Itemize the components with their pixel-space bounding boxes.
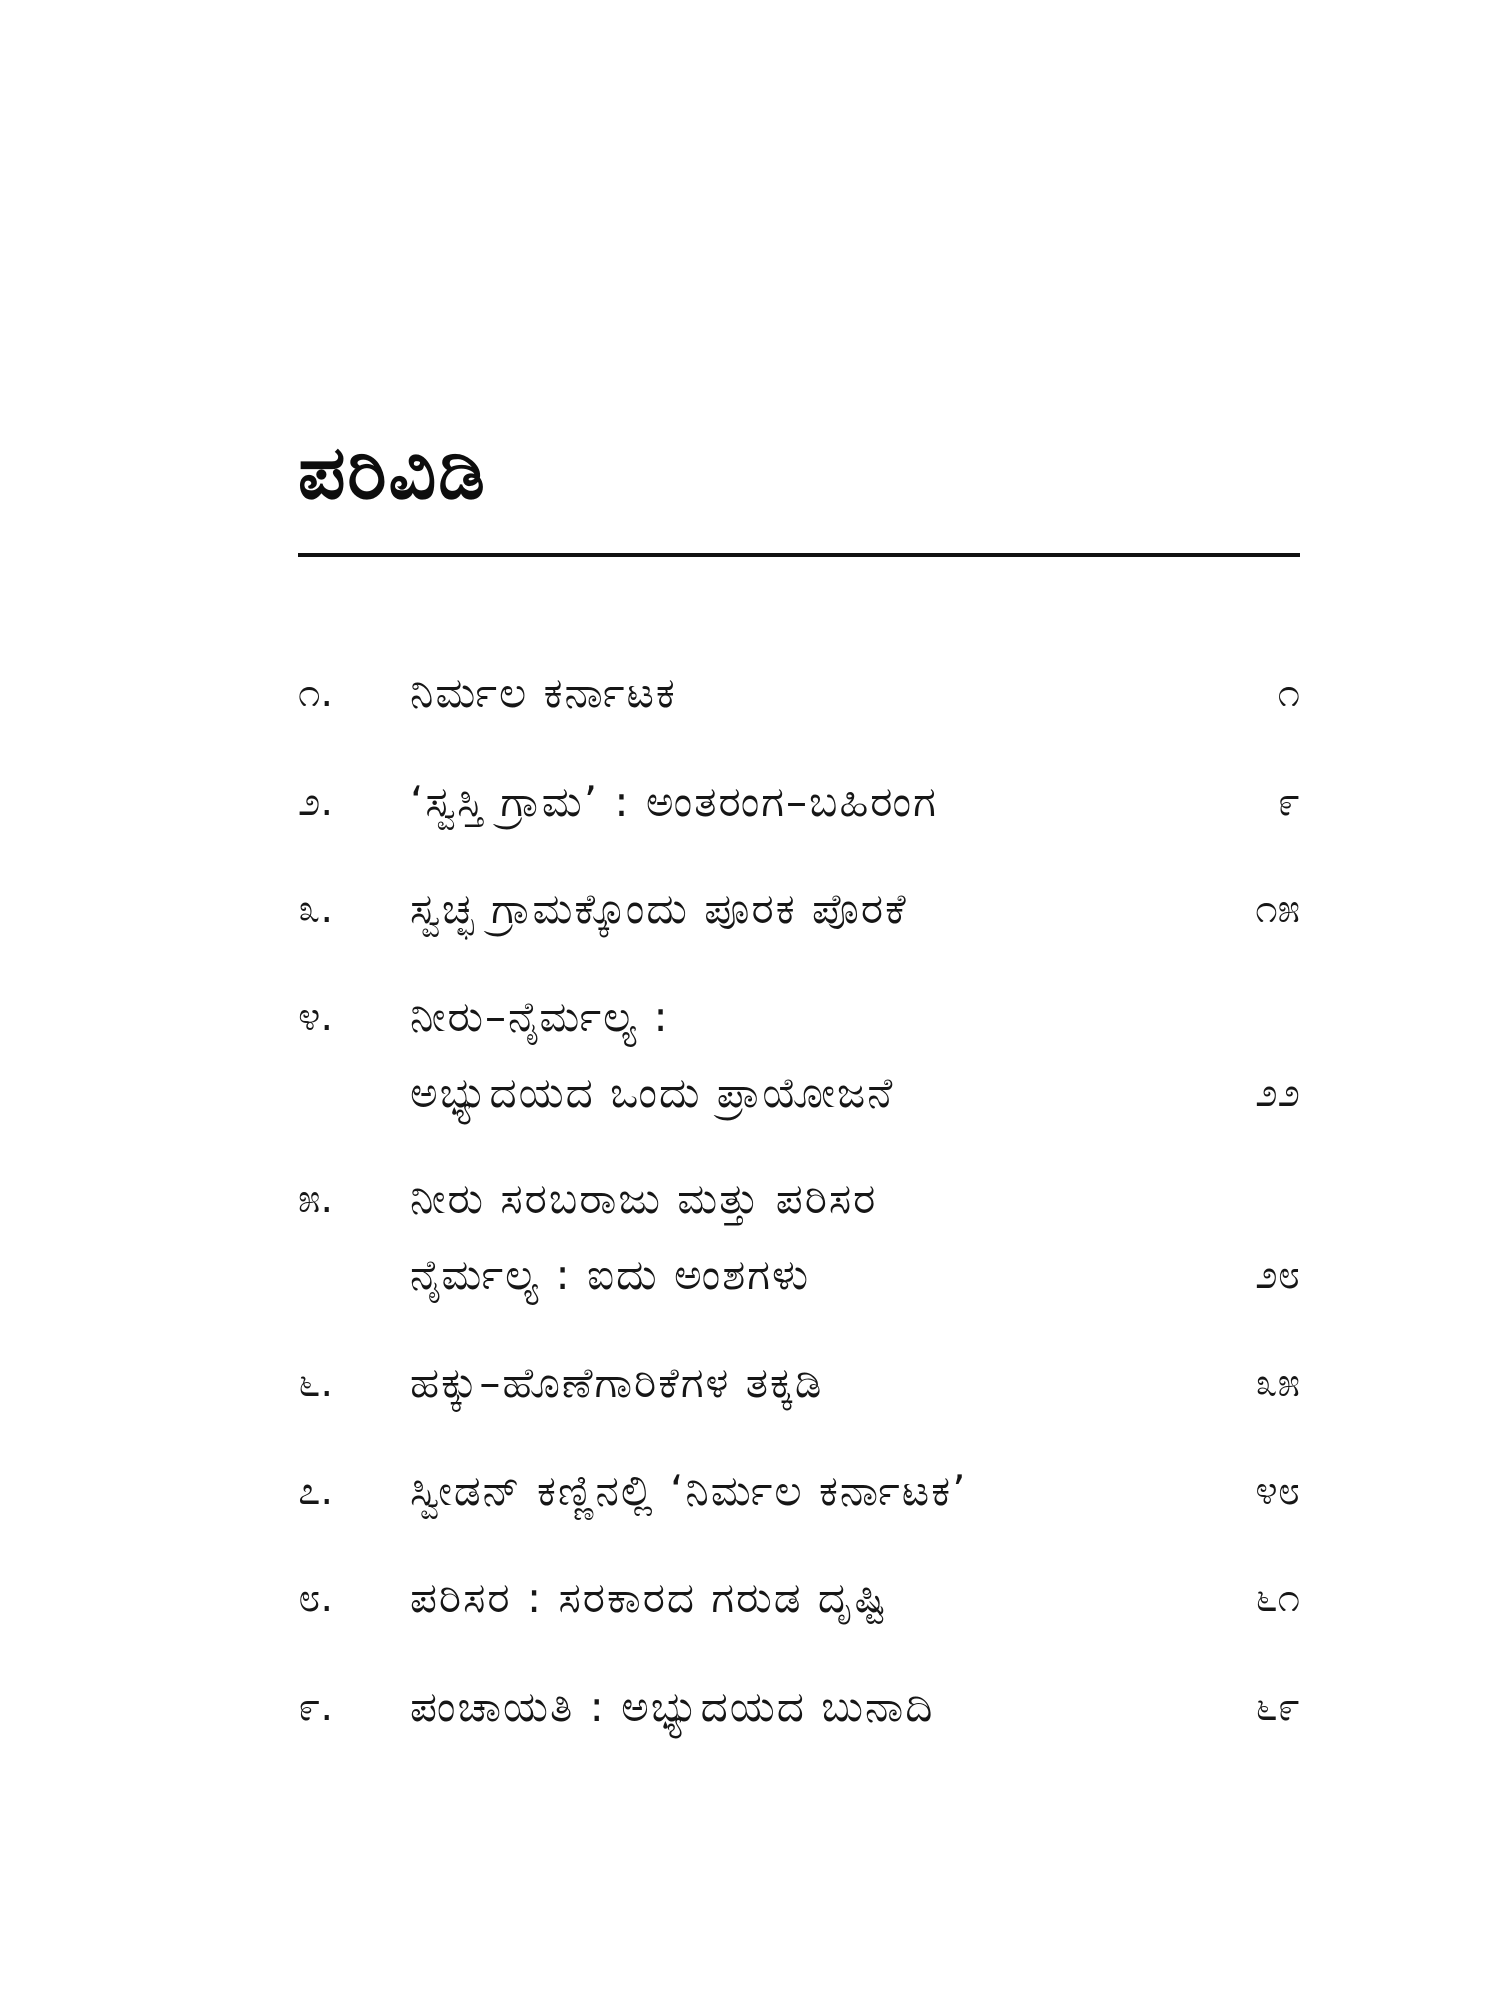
toc-entry-page: ೯ <box>1277 779 1300 825</box>
toc-entry-page: ೬೯ <box>1255 1684 1300 1730</box>
toc-entry-number: ೭. <box>298 1468 334 1514</box>
toc-entry-page: ೪೮ <box>1255 1468 1300 1514</box>
toc-entry-page: ೨೨ <box>1255 1070 1300 1116</box>
toc-entry-page: ೨೮ <box>1255 1252 1300 1298</box>
toc-entry-number: ೮. <box>298 1575 334 1621</box>
toc-entry-title: ಪರಿಸರ : ಸರಕಾರದ ಗರುಡ ದೃಷ್ಟಿ <box>410 1573 889 1622</box>
toc-entry-number: ೨. <box>298 779 334 825</box>
toc-entry-page: ೧ <box>1277 670 1300 716</box>
toc-entry-title: ನಿರ್ಮಲ ಕರ್ನಾಟಕ <box>410 668 677 717</box>
toc-entry-title-continued: ನೈರ್ಮಲ್ಯ : ಐದು ಅಂಶಗಳು <box>410 1250 811 1299</box>
toc-entry-number: ೧. <box>298 670 334 716</box>
toc-entry-page: ೩೫ <box>1255 1360 1300 1406</box>
toc-entry-title: ನೀರು–ನೈರ್ಮಲ್ಯ : <box>410 992 670 1041</box>
toc-entry-title: ಸ್ವೀಡನ್ ಕಣ್ಣಿನಲ್ಲಿ ‘ನಿರ್ಮಲ ಕರ್ನಾಟಕ’ <box>410 1466 968 1515</box>
toc-entry-title: ಹಕ್ಕು–ಹೊಣೆಗಾರಿಕೆಗಳ ತಕ್ಕಡಿ <box>410 1358 824 1407</box>
toc-entry-title: ಸ್ವಚ್ಛ ಗ್ರಾಮಕ್ಕೊಂದು ಪೂರಕ ಪೊರಕೆ <box>410 884 908 933</box>
toc-entry-title-continued: ಅಭ್ಯುದಯದ ಒಂದು ಪ್ರಾಯೋಜನೆ <box>410 1068 895 1117</box>
toc-entry-title: ಪಂಚಾಯತಿ : ಅಭ್ಯುದಯದ ಬುನಾದಿ <box>410 1682 935 1731</box>
page-title: ಪರಿವಿಡಿ <box>298 430 487 516</box>
toc-entry-title: ನೀರು ಸರಬರಾಜು ಮತ್ತು ಪರಿಸರ <box>410 1174 878 1223</box>
toc-entry-number: ೫. <box>298 1176 334 1222</box>
toc-entry-number: ೪. <box>298 994 334 1040</box>
toc-entry-title: ‘ಸ್ವಸ್ತಿ ಗ್ರಾಮ’ : ಅಂತರಂಗ–ಬಹಿರಂಗ <box>410 777 938 826</box>
toc-entry-number: ೬. <box>298 1360 334 1406</box>
toc-entry-page: ೧೫ <box>1255 886 1300 932</box>
toc-entry-number: ೩. <box>298 886 334 932</box>
toc-entry-page: ೬೧ <box>1255 1575 1300 1621</box>
toc-entry-number: ೯. <box>298 1684 334 1730</box>
